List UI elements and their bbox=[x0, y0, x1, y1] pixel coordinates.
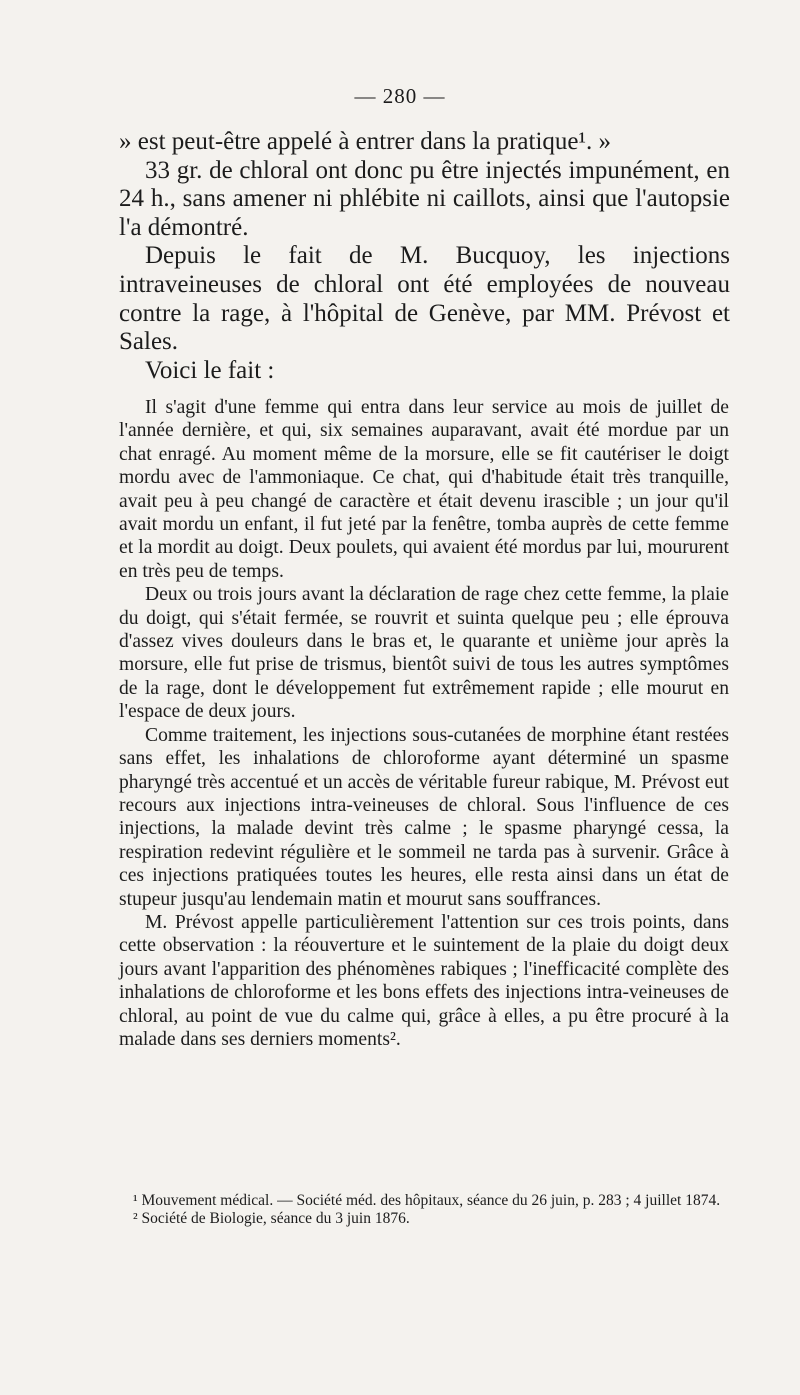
intro-paragraph: Depuis le fait de M. Bucquoy, les injections intraveineuses de chloral ont été employées de nouveau contre la rage, à l'hôpital de Genève, par MM. Prévost et Sales. bbox=[119, 242, 730, 356]
case-paragraph: Deux ou trois jours avant la déclaration de rage chez cette femme, la plaie du doigt, qui s'était fermée, se rouvrit et suinta quelque peu ; elle éprouva d'assez vives douleurs dans le bras et, le quarante et unième jour après la morsure, elle fut prise de trismus, bientôt suivi de tous les autres symptômes de la rage, dont le développement fut extrêmement rapide ; elle mourut en l'espace de deux jours. bbox=[119, 584, 729, 723]
footnote: ¹ Mouvement médical. — Société méd. des hôpitaux, séance du 26 juin, p. 283 ; 4 juillet 1874. bbox=[133, 1192, 721, 1209]
intro-paragraph: » est peut-être appelé à entrer dans la pratique¹. » bbox=[119, 128, 611, 155]
intro-text bbox=[119, 128, 730, 385]
case-paragraph: Comme traitement, les injections sous-cutanées de morphine étant restées sans effet, les inhalations de chloroforme ayant déterminé un spasme pharyngé très accentué et un accès de véritable fureur rabique, M. Prévost eut recours aux injections intra-veineuses de chloral. Sous l'influence de ces injections, la malade devint très calme ; le spasme pharyngé cessa, la respiration redevint régulière et le sommeil ne tarda pas à survenir. Grâce à ces injections pratiquées toutes les heures, elle resta ainsi dans un état de stupeur jusqu'au lendemain matin et mourut sans souffrances. bbox=[119, 724, 729, 910]
footnote: ² Société de Biologie, séance du 3 juin 1876. bbox=[133, 1210, 410, 1227]
page-number: — 280 — bbox=[354, 84, 446, 108]
case-paragraph: M. Prévost appelle particulièrement l'attention sur ces trois points, dans cette observation : la réouverture et le suintement de la plaie du doigt deux jours avant l'apparition des phénomènes rabiques ; l'inefficacité complète des inhalations de chloroforme et les bons effets des injections intra-veineuses de chloral, au point de vue du calme qui, grâce à elles, a pu être procuré à la malade dans ses derniers moments². bbox=[119, 911, 729, 1050]
case-report bbox=[119, 396, 729, 1051]
footnotes bbox=[119, 1192, 729, 1228]
intro-paragraph: Voici le fait : bbox=[145, 356, 275, 384]
intro-paragraph: 33 gr. de chloral ont donc pu être injectés impunément, en 24 h., sans amener ni phlébite ni caillots, ainsi que l'autopsie l'a démontré. bbox=[119, 156, 730, 241]
case-paragraph: Il s'agit d'une femme qui entra dans leur service au mois de juillet de l'année dernière, et qui, six semaines auparavant, avait été mordue par un chat enragé. Au moment même de la morsure, elle se fit cautériser le doigt mordu avec de l'ammoniaque. Ce chat, qui d'habitude était très tranquille, avait peu à peu changé de caractère et était devenu irascible ; un jour qu'il avait mordu un enfant, il fut jeté par la fenêtre, tomba auprès de cette femme et la mordit au doigt. Deux poulets, qui avaient été mordus par lui, moururent en très peu de temps. bbox=[119, 397, 729, 582]
